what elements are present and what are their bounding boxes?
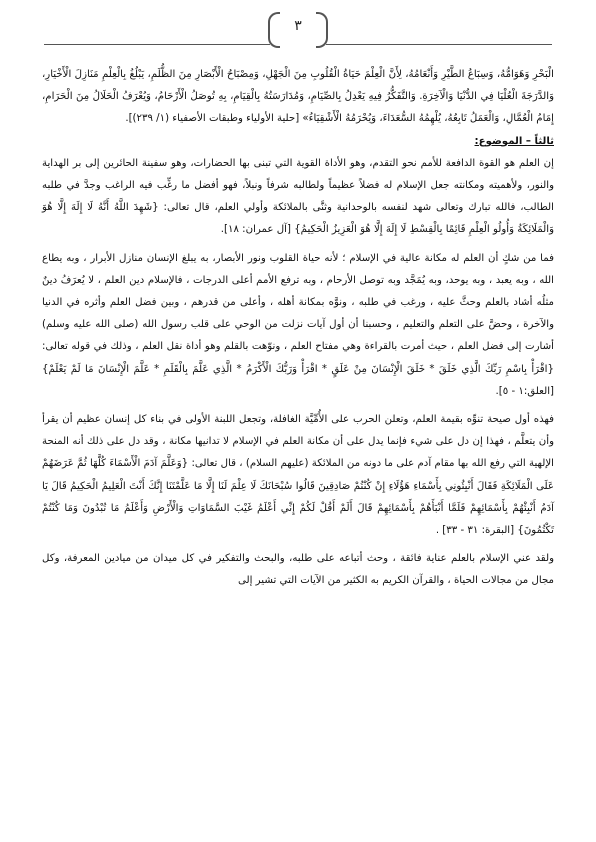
paragraph-4: ولقد عني الإسلام بالعلم عناية فائقة ، وحث أتباعه على طلبه، والبحث والتفكير في كل ميدان من ميادين المعرفة، وكل مجال من مجالات الحياة ، والقرآن الكريم به الكثير من الآيات التي تشير إلى bbox=[42, 553, 554, 587]
page-number-bracket-right bbox=[316, 12, 328, 48]
paragraph-quote: الْبَحْرِ وَهَوَامُّهُ، وَسِبَاعُ الطَّيْرِ وَأَنْعَامُهُ، لِأَنَّ الْعِلْمَ حَيَاةُ الْقُلُوبِ مِنَ الْجَهْلِ، وَمِصْبَاحُ الْأَبْصَارِ مِنَ الظُّلَمِ، يَبْلُغُ بِالْعِلْمِ مَنَازِلَ الْأَخْيَارِ، وَالدَّرَجَةَ الْعُلْيَا فِي الدُّنْيَا وَالْآخِرَةِ. وَالتَّفَكُّرُ فِيهِ يَعْدِلُ بِالصِّيَامِ، وَمُدَارَسَتُهُ بِالْقِيَامِ، بِهِ تُوصَلُ الْأَرْحَامُ، وَيُعْرَفُ الْحَلَالُ مِنَ الْحَرَامِ، إِمَامُ الْعُمَّالِ، وَالْعَمَلُ تَابِعُهُ، يُلْهِمُهُ السُّعَدَاءَ، وَيُحْرَمُهُ الْأَشْقِيَاءُ» [حلية الأولياء وطبقات الأصفياء (١/ ٢٣٩)]. bbox=[42, 69, 554, 125]
header-rule-left bbox=[44, 44, 270, 45]
page-body bbox=[42, 64, 554, 593]
page-header bbox=[0, 12, 596, 52]
header-rule-right bbox=[326, 44, 552, 45]
section-heading: ثالثاً – الموضوع: bbox=[474, 135, 554, 147]
paragraph-2: فما من شكٍ أن العلم له مكانة عالية في الإسلام ؛ لأنه حياة القلوب ونور الأبصار، به يبلغ الإنسان منازل الأبرار ، وبه يطاع الله ، وبه يعبد ، وبه يوحد، وبه يُمَجَّد وبه توصل الأرحام ، وبه ترفع الأمم أعلى الدرجات ، فالإسلام دين العلم ، لا يُعرَفُ دينٌ مثلُه أشاد بالعلم وحثَّ عليه ، ورغب في طلبه ، ونوَّه بمكانة أهله ، وأعلى من قدرهم ، وبين فضل العلم وأثره في الدنيا والآخرة ، وحضَّ على التعلم والتعليم ، وحسبنا أن أول آيات نزلت من الوحي على قلب رسول الله (صلى الله عليه وسلم) أشارت إلى فضل العلم ، حيث أمرت بالقراءة وهي مفتاح العلم ، ونوّهت بالقلم وهو أداة نقل العلم ، وذلك في قوله تعالى: {اقْرَأْ بِاسْمِ رَبِّكَ الَّذِي خَلَقَ * خَلَقَ الْإِنْسَانَ مِنْ عَلَقٍ * اقْرَأْ وَرَبُّكَ الْأَكْرَمُ * الَّذِي عَلَّمَ بِالْقَلَمِ * عَلَّمَ الْإِنْسَانَ مَا لَمْ يَعْلَمْ} [العلق:١ - ٥]. bbox=[42, 252, 554, 397]
page-number-bracket-left bbox=[268, 12, 280, 48]
paragraph-1: إن العلم هو القوة الدافعة للأمم نحو التقدم، وهو الأداة القوية التي تبنى بها الحضارات، وهو سفينة الحائرين إلى بر الهداية والنور، ولأهميته ومكانته جعل الإسلام له فضلاً عظيماً ولطالبه شرفاً ونبلاً، فهو أفضل ما رغِّب فيه الراغب وجدَّ في طلبه الطالب، فالله تبارك وتعالى شهد لنفسه بالوحدانية وثنَّى بالملائكة وأولي العلم، قال تعالى: {شَهِدَ اللَّهُ أَنَّهُ لَا إِلَهَ إِلَّا هُوَ وَالْمَلَائِكَةُ وَأُولُو الْعِلْمِ قَائِمًا بِالْقِسْطِ لَا إِلَهَ إِلَّا هُوَ الْعَزِيزُ الْحَكِيمُ} [آل عمران: ١٨]. bbox=[42, 157, 554, 236]
paragraph-3: فهذه أول صيحة تنوِّه بقيمة العلم، وتعلن الحرب على الأُمِّيَّة الغافلة، وتجعل اللبنة الأولى في بناء كل إنسان عظيم أن يقرأ وأن يتعلَّم ، فهذا إن دل على شيء فإنما يدل على أن مكانة العلم في الإسلام لا تدانيها مكانة ، وقد دل على ذلك أنه المنحة الإلهية التي رفع الله بها مقام آدم على ما دونه من الملائكة (عليهم السلام) ، قال تعالى: {وَعَلَّمَ آدَمَ الْأَسْمَاءَ كُلَّهَا ثُمَّ عَرَضَهُمْ عَلَى الْمَلَائِكَةِ فَقَالَ أَنْبِئُونِي بِأَسْمَاءِ هَؤُلَاءِ إِنْ كُنْتُمْ صَادِقِينَ قَالُوا سُبْحَانَكَ لَا عِلْمَ لَنَا إِلَّا مَا عَلَّمْتَنَا إِنَّكَ أَنْتَ الْعَلِيمُ الْحَكِيمُ قَالَ يَا آدَمُ أَنْبِئْهُمْ بِأَسْمَائِهِمْ فَلَمَّا أَنْبَأَهُمْ بِأَسْمَائِهِمْ قَالَ أَلَمْ أَقُلْ لَكُمْ إِنِّي أَعْلَمُ غَيْبَ السَّمَاوَاتِ وَالْأَرْضِ وَأَعْلَمُ مَا تُبْدُونَ وَمَا كُنْتُمْ تَكْتُمُونَ} [البقرة: ٣١ - ٣٣] . bbox=[42, 414, 554, 537]
page-number: ٣ bbox=[294, 18, 302, 34]
